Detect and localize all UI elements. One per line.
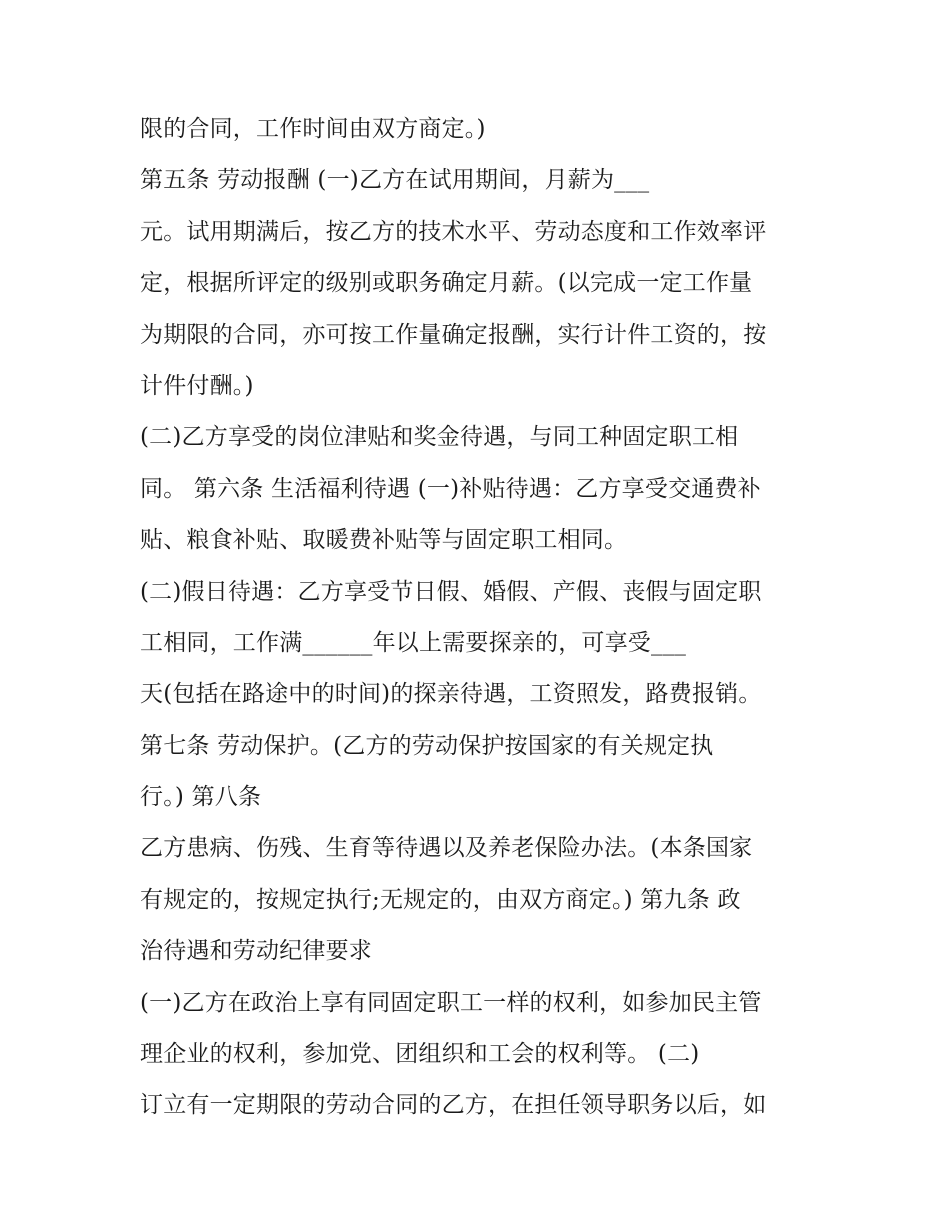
text-line-15: 乙方患病、伤残、生育等待遇以及养老保险办法。(本条国家 (140, 835, 753, 862)
text-line-12: 天(包括在路途中的时间)的探亲待遇，工资照发，路费报销。 (140, 681, 762, 708)
text-line-5: 为期限的合同，亦可按工作量确定报酬，实行计件工资的，按 (140, 321, 767, 348)
text-line-4: 定，根据所评定的级别或职务确定月薪。(以完成一定工作量 (140, 270, 753, 297)
text-line-14: 行。) 第八条 (140, 784, 262, 811)
text-line-10: (二)假日待遇：乙方享受节日假、婚假、产假、丧假与固定职 (140, 578, 762, 605)
text-line-7: (二)乙方享受的岗位津贴和奖金待遇，与同工种固定职工相 (140, 424, 739, 451)
text-line-17: 治待遇和劳动纪律要求 (140, 938, 372, 965)
text-line-2: 第五条 劳动报酬 (一)乙方在试用期间，月薪为___ (140, 167, 650, 194)
text-line-18: (一)乙方在政治上享有同固定职工一样的权利，如参加民主管 (140, 989, 762, 1016)
text-line-11: 工相同，工作满______年以上需要探亲的，可享受___ (140, 629, 687, 656)
contract-text (140, 104, 830, 1132)
text-line-16: 有规定的，按规定执行;无规定的，由双方商定。) 第九条 政 (140, 886, 741, 913)
text-line-1: 限的合同，工作时间由双方商定。) (140, 116, 486, 142)
text-line-20: 订立有一定期限的劳动合同的乙方，在担任领导职务以后，如 (140, 1092, 767, 1119)
text-line-3: 元。试用期满后，按乙方的技术水平、劳动态度和工作效率评 (140, 218, 767, 245)
text-line-6: 计件付酬。) (140, 372, 254, 399)
text-line-19: 理企业的权利，参加党、团组织和工会的权利等。 (二) (140, 1041, 700, 1068)
text-line-8: 同。 第六条 生活福利待遇 (一)补贴待遇：乙方享受交通费补 (140, 475, 761, 502)
text-line-13: 第七条 劳动保护。(乙方的劳动保护按国家的有关规定执 (140, 732, 714, 759)
text-line-9: 贴、粮食补贴、取暖费补贴等与固定职工相同。 (140, 527, 628, 554)
